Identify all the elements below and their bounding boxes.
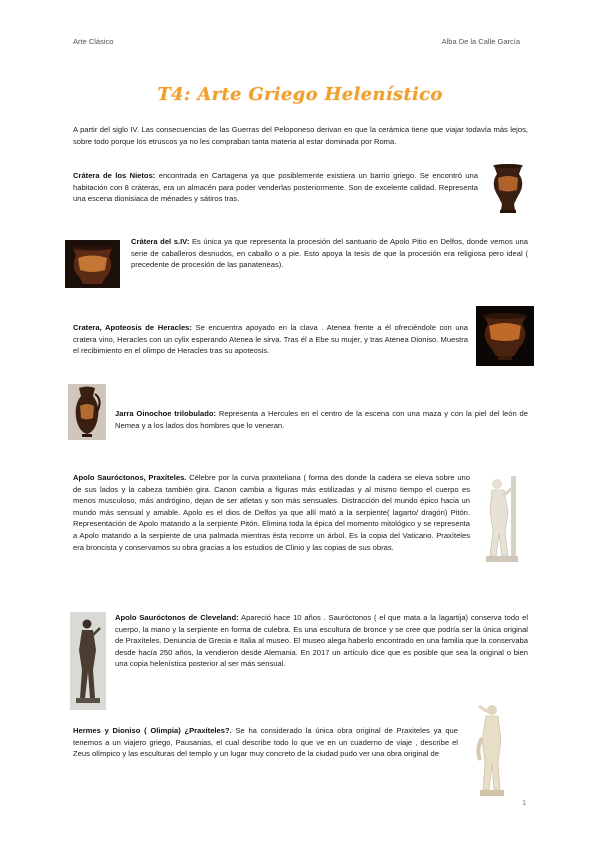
entry-text: Se ha considerado la única obra original de Praxiteles ya que tenemos a un viajero griego, Pausanias, el cual describe todo lo que ve en un cuaderno de viaje , describe el Zeus olímpico y las esculturas del templo y un lugar muy concreto de la ciudad pudo ver una obra original de xyxy=(73,726,458,759)
entry-text: Se encuentra apoyado en la clava . Atenea frente a él ofreciéndole con una cratera vino, Heracles con un cylix esperando Atenea le sirva. Tras él a Ebe su mujer, y tras Atenea Dioniso. Muestra el recibimiento en el olimpo de Heracles tras su apoteosis. xyxy=(73,323,468,356)
entry-hermes-dioniso xyxy=(73,725,458,760)
entry-heading: Crátera del s.IV: xyxy=(131,237,190,246)
entry-heading: Apolo Sauróctonos, Praxíteles. xyxy=(73,473,187,482)
apolo-cleveland-image xyxy=(70,612,106,710)
apoteosis-heracles-image xyxy=(476,306,534,366)
entry-apolo-sauroctonos xyxy=(73,472,470,553)
entry-text: Célebre por la curva praxiteliana ( forma des donde la cadera se eleva sobre uno de sus lados y la cabeza también gira. Canon cambia a figuras más estilizadas y al mismo tiempo el cuerpo es menos musculoso, más andrógino, dejan de ser atletas y son más sensuales. Distracción del mundo épico hacia un mundo más sensual y amable. Apolo es el dios de Delfos ya que allí mató a la serpiente( lagarto/ dragón) Pitón. Representación de Apolo matando a la serpiente Pitón. Elimina toda la épica del momento mitológico y se representa a Apolo matando a la serpiente de una palmada mientras ésta recorre un árbol. Es la copia del Vaticano. Praxíteles era broncista y conservamos su obra gracias a los estudios de Clinio y las copias de sus obras. xyxy=(73,473,470,552)
page-number: 1 xyxy=(522,800,526,807)
entry-oinochoe xyxy=(115,408,528,431)
entry-apoteosis-heracles xyxy=(73,322,468,357)
entry-heading: Crátera de los Nietos: xyxy=(73,171,156,180)
apolo-vaticano-image xyxy=(478,470,528,566)
entry-apolo-cleveland xyxy=(115,612,528,670)
entry-heading: Jarra Oinochoe trilobulado: xyxy=(115,409,217,418)
header-right: Alba De la Calle García xyxy=(441,37,520,46)
entry-heading: Apolo Sauróctonos de Cleveland: xyxy=(115,613,239,622)
oinochoe-image xyxy=(68,384,106,440)
entry-crater-nietos xyxy=(73,170,478,205)
page-title: T4: Arte Griego Helenístico xyxy=(157,84,443,105)
hermes-dioniso-image xyxy=(470,698,512,802)
intro-paragraph: A partir del siglo IV. Las consecuencias de las Guerras del Peloponeso derivan en que la cerámica tiene que viajar todavía más lejos, sobre todo porque los etruscos ya no les compraban tanta materia al estar dominada por Roma. xyxy=(73,125,528,146)
entry-heading: Hermes y Dioniso ( Olimpia) ¿Praxíteles?. xyxy=(73,726,232,735)
header-left: Arte Clásico xyxy=(73,37,114,46)
entry-text: Representa a Hercules en el centro de la escena con una maza y con la piel del león de Nemea y a los lados dos hombres que lo veneran. xyxy=(115,409,529,430)
crater-nietos-image xyxy=(488,160,528,216)
entry-text: Apareció hace 10 años . Sauróctonos ( el que mata a la lagartija) conserva todo el cuerpo, la mano y la serpiente en forma de culebra. Es una escultura de bronce y se cree que podría ser la única original de Praxíteles. Denuncia de Grecia e Italia al museo. El museo alega haberlo encontrado en una familia que la conservaba desde hacía 250 años, la vendieron desde Alemania. En 2017 un artículo dice que es posible que sea la original o bien una copia helenística posterior al ser más sensual. xyxy=(115,613,529,669)
entry-crater-siv xyxy=(131,236,528,271)
entry-heading: Cratera, Apoteosis de Heracles: xyxy=(73,323,192,332)
entry-text: encontrada en Cartagena ya que posiblemente existiera un barrio griego. Se encontró una habitación con 8 cráteras, era un almacén para poder venderlas posteriormente. Son de excelente calidad. Representa una escena dionisiaca de ménades y sátiros tras. xyxy=(73,171,478,204)
entry-text: Es única ya que representa la procesión del santuario de Apolo Pitio en Delfos, donde vemos una serie de caballeros desnudos, en caballo o a pie. Esto apoya la tesis de que la procesión era religiosa pero ideal ( precedente de procesión de las panateneas). xyxy=(131,237,528,270)
crater-siv-image xyxy=(65,240,120,288)
